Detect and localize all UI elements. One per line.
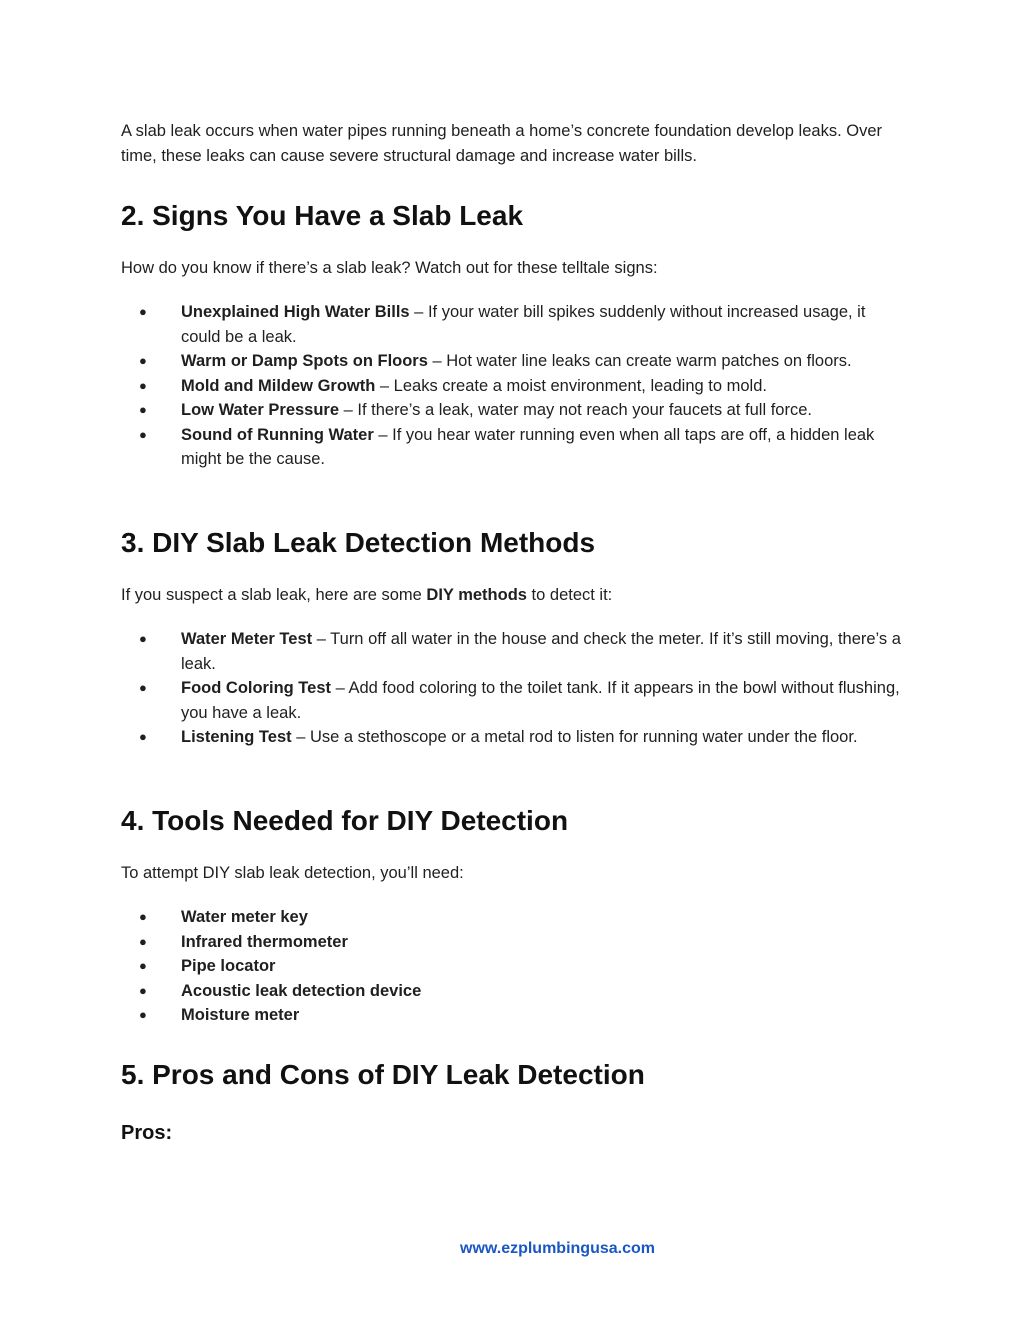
tool-name: Moisture meter xyxy=(181,1006,300,1024)
section-5-heading: 5. Pros and Cons of DIY Leak Detection xyxy=(121,1059,645,1090)
item-text: – If you hear water running even when all taps are off, a hidden leak might be the cause. xyxy=(181,425,875,468)
item-text: – Add food coloring to the toilet tank. If it appears in the bowl without flushing, you have a leak. xyxy=(181,679,900,722)
tool-name: Acoustic leak detection device xyxy=(181,981,422,1000)
tool-name: Infrared thermometer xyxy=(181,932,348,951)
bullet-icon: ● xyxy=(139,377,147,393)
bullet-icon: ● xyxy=(139,353,147,368)
bullet-icon: ● xyxy=(139,909,147,924)
list-item xyxy=(121,398,901,423)
list-item xyxy=(121,300,901,349)
item-term: Water Meter Test xyxy=(181,630,313,648)
item-text: – Hot water line leaks can create warm patches on floors. xyxy=(427,352,852,370)
section-2-heading: 2. Signs You Have a Slab Leak xyxy=(121,200,524,231)
intro-paragraph: A slab leak occurs when water pipes running beneath a home’s concrete foundation develop leaks. Over time, these leaks can cause severe structural damage and increase water bills. xyxy=(121,122,882,165)
list-item xyxy=(121,954,901,979)
item-text: – If there’s a leak, water may not reach your faucets at full force. xyxy=(339,401,812,419)
list-item xyxy=(121,1003,901,1028)
bullet-icon: ● xyxy=(139,304,147,319)
lead-text: If you suspect a slab leak, here are some xyxy=(121,586,427,604)
tools-list xyxy=(121,905,901,1028)
section-3-heading: 3. DIY Slab Leak Detection Methods xyxy=(121,527,596,558)
list-item xyxy=(121,725,901,750)
section-4-heading: 4. Tools Needed for DIY Detection xyxy=(121,805,569,836)
list-item xyxy=(121,930,901,955)
bullet-icon: ● xyxy=(139,426,147,442)
bullet-icon: ● xyxy=(139,958,147,973)
list-item xyxy=(121,374,901,399)
list-item xyxy=(121,905,901,930)
list-item xyxy=(121,627,901,676)
bullet-icon: ● xyxy=(139,933,147,949)
item-text: – Use a stethoscope or a metal rod to listen for running water under the floor. xyxy=(291,728,858,746)
tool-name: Water meter key xyxy=(181,908,308,926)
bullet-icon: ● xyxy=(139,729,147,744)
item-term: Unexplained High Water Bills xyxy=(181,303,410,321)
section-4-lead: To attempt DIY slab leak detection, you’ll need: xyxy=(121,864,464,882)
signs-list xyxy=(121,300,901,472)
section-3-lead xyxy=(121,583,612,608)
bullet-icon: ● xyxy=(139,402,147,417)
list-item xyxy=(121,349,901,374)
tool-name: Pipe locator xyxy=(181,957,276,975)
bullet-icon: ● xyxy=(139,982,147,998)
pros-subheading: Pros: xyxy=(121,1122,173,1144)
item-term: Low Water Pressure xyxy=(181,401,340,419)
bullet-icon: ● xyxy=(139,1007,147,1022)
methods-list xyxy=(121,627,901,750)
item-term: Listening Test xyxy=(181,728,292,746)
item-term: Mold and Mildew Growth xyxy=(181,376,376,395)
lead-text: to detect it: xyxy=(526,586,613,604)
bullet-icon: ● xyxy=(139,631,147,646)
section-2-lead: How do you know if there’s a slab leak? Watch out for these telltale signs: xyxy=(121,259,658,277)
item-term: Sound of Running Water xyxy=(181,425,374,444)
item-text: – Leaks create a moist environment, leading to mold. xyxy=(375,376,767,395)
item-term: Food Coloring Test xyxy=(181,679,332,697)
bullet-icon: ● xyxy=(139,680,147,695)
footer-website-link[interactable]: www.ezplumbingusa.com xyxy=(460,1240,655,1257)
lead-emphasis: DIY methods xyxy=(426,586,527,604)
item-term: Warm or Damp Spots on Floors xyxy=(181,352,428,370)
list-item xyxy=(121,676,901,725)
item-text: – If your water bill spikes suddenly without increased usage, it could be a leak. xyxy=(181,303,866,346)
list-item xyxy=(121,979,901,1004)
list-item xyxy=(121,423,901,472)
item-text: – Turn off all water in the house and check the meter. If it’s still moving, there’s a leak. xyxy=(181,630,901,673)
